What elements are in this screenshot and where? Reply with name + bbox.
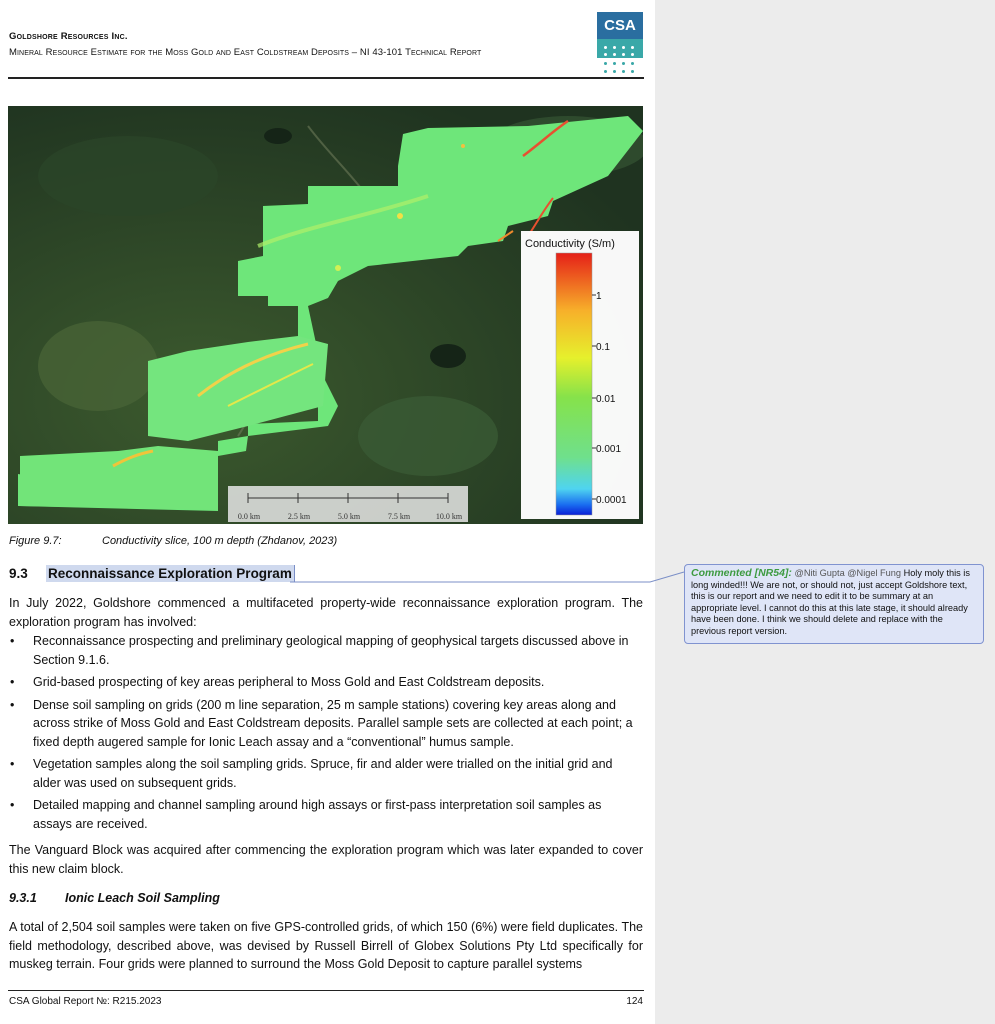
- list-item: • Grid-based prospecting of key areas peripheral to Moss Gold and East Coldstream deposits.: [9, 673, 643, 692]
- review-comment-balloon[interactable]: [684, 564, 984, 644]
- program-bullet-list: [9, 632, 643, 837]
- figure-caption: [9, 535, 337, 547]
- scale-label: 2.5 km: [287, 512, 311, 521]
- header-rule: [8, 77, 644, 79]
- subsection-number: 9.3.1: [9, 891, 37, 905]
- legend-title: Conductivity (S/m): [525, 238, 615, 250]
- csa-logo: [597, 12, 643, 76]
- caption-text: Conductivity slice, 100 m depth (Zhdanov, 2023): [102, 535, 338, 547]
- scale-bar: [228, 486, 468, 522]
- legend-tick: 0.01: [596, 394, 616, 405]
- footer-rule: [8, 990, 644, 991]
- conductivity-legend: [521, 231, 639, 519]
- comment-text: Holy moly this is long winded!!! We are not, or should not, just accept Goldshore text, this is our report and we need to edit it to be summary at an appropriate level. I cannot do this at this late stage, it should already have been done. I think we should delete and replace with the previous report version.: [691, 568, 970, 636]
- csa-logo-text: CSA: [597, 12, 643, 39]
- legend-tick: 0.0001: [596, 495, 627, 506]
- section-title-highlighted[interactable]: Reconnaissance Exploration Program: [46, 565, 295, 582]
- scale-label: 0.0 km: [237, 512, 261, 521]
- subsection-heading: [9, 891, 220, 905]
- scale-label: 5.0 km: [337, 512, 361, 521]
- footer-report-number: CSA Global Report №: R215.2023: [9, 996, 162, 1007]
- caption-label: Figure 9.7:: [9, 535, 62, 547]
- section-heading: [9, 566, 295, 581]
- vanguard-paragraph: The Vanguard Block was acquired after commencing the exploration program which was later expanded to cover this new claim block.: [9, 843, 643, 876]
- footer-page-number: 124: [626, 996, 643, 1007]
- list-item: • Reconnaissance prospecting and preliminary geological mapping of geophysical targets discussed above in Section 9.1.6.: [9, 632, 643, 669]
- subsection-body: A total of 2,504 soil samples were taken on five GPS-controlled grids, of which 150 (6%) were field duplicates. The field methodology, described above, was devised by Russell Birrell of Globex Solutions Pty Ltd specifically for muskeg terrain. Four grids were planned to surround the Moss Gold Deposit to capture parallel systems: [9, 920, 643, 971]
- comment-tag: Commented [NR54]:: [691, 567, 792, 579]
- scale-label: 10.0 km: [435, 512, 463, 521]
- subsection-title: Ionic Leach Soil Sampling: [65, 891, 220, 905]
- list-item: • Detailed mapping and channel sampling around high assays or first-pass interpretation soil samples as assays are received.: [9, 796, 643, 833]
- comments-margin: [655, 0, 995, 1024]
- legend-tick: 1: [596, 291, 602, 302]
- legend-tick: 0.1: [596, 342, 610, 353]
- header-report-title: Mineral Resource Estimate for the Moss Gold and East Coldstream Deposits – NI 43-101 Technical Report: [9, 47, 482, 58]
- scale-label: 7.5 km: [387, 512, 411, 521]
- section-number: 9.3: [9, 566, 28, 581]
- list-item: • Vegetation samples along the soil sampling grids. Spruce, fir and alder were trialled on the initial grid and alder was used on subsequent grids.: [9, 755, 643, 792]
- section-intro: In July 2022, Goldshore commenced a multifaceted property-wide reconnaissance exploration program. The exploration program has involved:: [9, 596, 643, 629]
- comment-mentions[interactable]: @Niti Gupta @Nigel Fung: [794, 568, 901, 578]
- legend-tick: 0.001: [596, 444, 622, 455]
- header-company: Goldshore Resources Inc.: [9, 31, 128, 42]
- conductivity-map-figure: [8, 106, 643, 524]
- list-item: • Dense soil sampling on grids (200 m line separation, 25 m sample stations) covering key areas along and across strike of Moss Gold and East Coldstream deposits. Parallel sample sets are collected at each point; a fixed depth augered sample for Ionic Leach assay and a “conventional” humus sample.: [9, 696, 643, 752]
